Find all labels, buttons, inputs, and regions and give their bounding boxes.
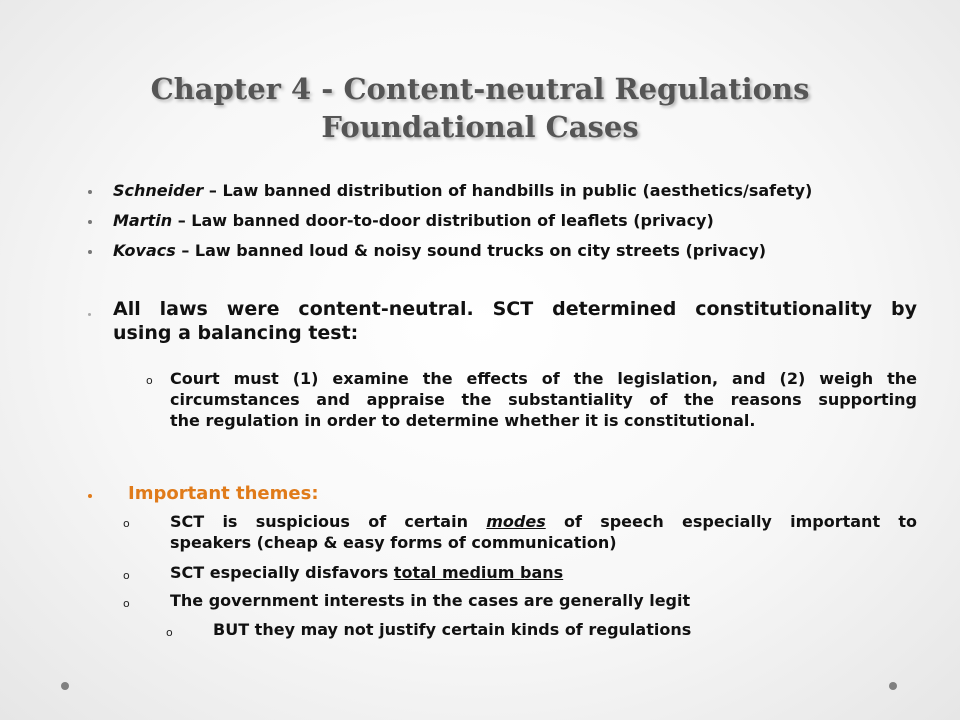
- court-test: [170, 368, 917, 431]
- case-text: – Law banned door-to-door distribution of leaflets (privacy): [172, 211, 714, 230]
- bullet-dot-icon: [88, 220, 92, 224]
- decorative-dot-icon: [61, 682, 69, 690]
- sub-bullet-icon: o: [146, 374, 153, 387]
- case-name: Martin: [113, 211, 173, 230]
- theme-item-modes: [170, 511, 917, 553]
- bullet-dot-icon: [88, 494, 92, 498]
- main-point-line-1: All laws were content-neutral. SCT determined constitutionality by: [113, 298, 917, 320]
- case-text: – Law banned distribution of handbills in public (aesthetics/safety): [203, 181, 813, 200]
- theme-text: of speech especially important to: [545, 512, 917, 531]
- case-item-martin: [113, 211, 913, 231]
- case-item-schneider: [113, 181, 913, 201]
- theme-text: SCT especially disfavors: [170, 563, 394, 582]
- modes-emphasis: modes: [486, 512, 546, 531]
- bullet-dot-icon: [88, 250, 92, 254]
- main-point: [113, 297, 917, 345]
- title-line-1: Chapter 4 - Content-neutral Regulations: [150, 72, 810, 106]
- bullet-dot-icon: [88, 313, 91, 316]
- court-test-line-1: Court must (1) examine the effects of the legislation, and (2) weigh the: [170, 369, 917, 388]
- case-name: Kovacs: [113, 241, 176, 260]
- case-name: Schneider: [113, 181, 204, 200]
- court-test-line-2: circumstances and appraise the substantiality of the reasons supporting: [170, 390, 917, 409]
- sub-bullet-icon: o: [166, 626, 173, 639]
- theme-item-modes-line-1: [170, 511, 917, 532]
- sub-bullet-icon: o: [123, 517, 130, 530]
- sub-bullet-icon: o: [123, 569, 130, 582]
- themes-heading: Important themes:: [128, 483, 319, 504]
- decorative-dot-icon: [889, 682, 897, 690]
- case-item-kovacs: [113, 241, 913, 261]
- case-text: – Law banned loud & noisy sound trucks on city streets (privacy): [175, 241, 767, 260]
- slide-title: [0, 70, 960, 146]
- theme-text: SCT is suspicious of certain: [170, 512, 487, 531]
- bullet-dot-icon: [88, 190, 92, 194]
- sub-bullet-icon: o: [123, 597, 130, 610]
- theme-item-modes-line-2: speakers (cheap & easy forms of communication): [170, 533, 617, 552]
- theme-item-medium-bans: [170, 562, 563, 583]
- theme-subitem-but: BUT they may not justify certain kinds of regulations: [213, 620, 692, 639]
- theme-item-interests: The government interests in the cases are generally legit: [170, 591, 691, 610]
- court-test-line-3: the regulation in order to determine whether it is constitutional.: [170, 411, 756, 430]
- title-line-2: Foundational Cases: [321, 110, 639, 144]
- main-point-line-2: using a balancing test:: [113, 322, 359, 344]
- medium-bans-emphasis: total medium bans: [393, 563, 564, 582]
